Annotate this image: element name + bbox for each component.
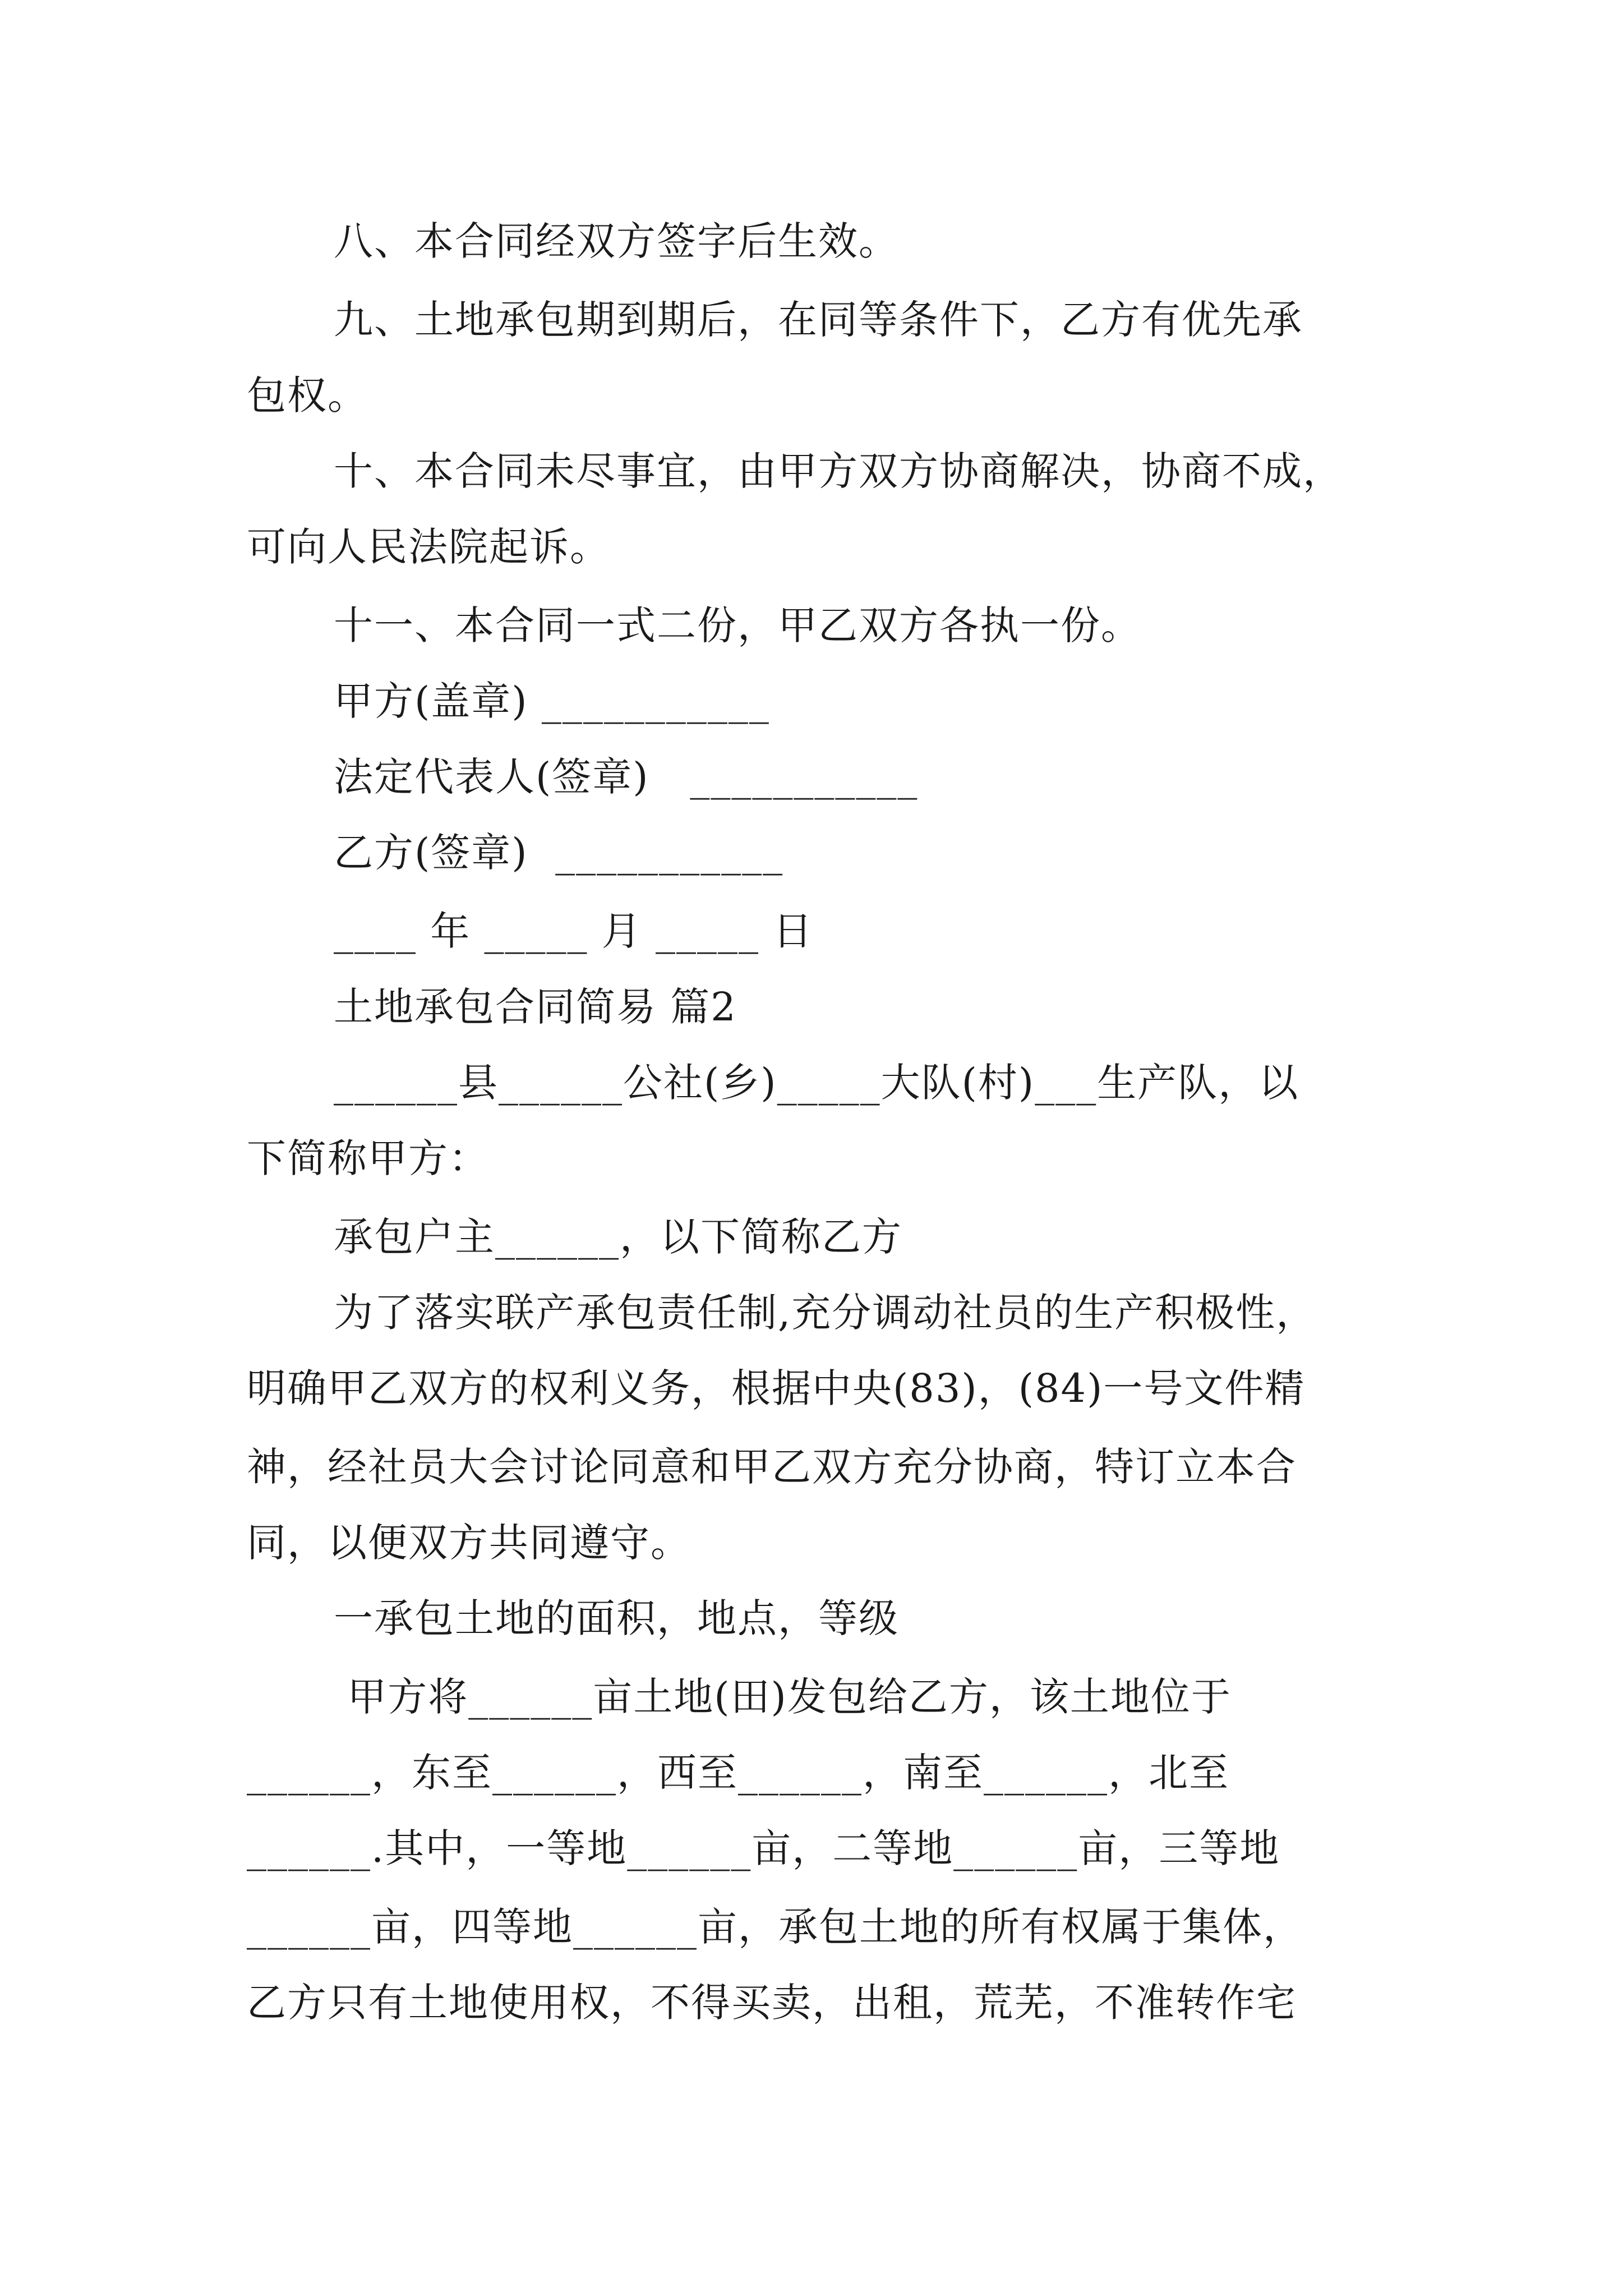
- party-a-seal-line: 甲方(盖章) ___________: [334, 678, 770, 724]
- preamble-line-3: 神，经社员大会讨论同意和甲乙双方充分协商，特订立本合: [247, 1444, 1297, 1490]
- preamble-line-2: 明确甲乙双方的权利义务，根据中央(83)，(84)一号文件精: [247, 1365, 1306, 1411]
- article-1-heading: 一承包土地的面积，地点，等级: [334, 1595, 899, 1641]
- clause-10-line-1: 十、本合同未尽事宜，由甲方双方协商解决，协商不成，: [334, 448, 1343, 494]
- date-line: ____ 年 _____ 月 _____ 日: [334, 908, 814, 954]
- article-1-line-2: ______，东至______，西至______，南至______，北至: [247, 1750, 1229, 1796]
- party-b-intro: 承包户主______，以下简称乙方: [334, 1214, 902, 1260]
- clause-11: 十一、本合同一式二份，甲乙双方各执一份。: [334, 602, 1141, 648]
- section-title: 土地承包合同简易 篇2: [334, 984, 737, 1030]
- preamble-line-4: 同，以便双方共同遵守。: [247, 1520, 691, 1566]
- party-b-signature-line: 乙方(签章) ___________: [334, 830, 784, 876]
- article-1-line-5: 乙方只有土地使用权，不得买卖，出租，荒芜，不准转作宅: [247, 1980, 1297, 2026]
- party-a-intro-line-1: ______县______公社(乡)_____大队(村)___生产队，以: [334, 1060, 1299, 1106]
- article-1-line-3: ______.其中，一等地______亩，二等地______亩，三等地: [247, 1825, 1280, 1871]
- clause-10-line-2: 可向人民法院起诉。: [247, 524, 610, 570]
- legal-representative-line: 法定代表人(签章) ___________: [334, 754, 919, 800]
- clause-9-line-2: 包权。: [247, 372, 368, 418]
- clause-9-line-1: 九、土地承包期到期后，在同等条件下，乙方有优先承: [334, 297, 1303, 343]
- clause-8: 八、本合同经双方签字后生效。: [334, 218, 899, 264]
- preamble-line-1: 为了落实联产承包责任制,充分调动社员的生产积极性，: [334, 1290, 1317, 1336]
- article-1-line-4: ______亩，四等地______亩，承包土地的所有权属于集体，: [247, 1904, 1303, 1950]
- article-1-line-1: 甲方将______亩土地(田)发包给乙方，该土地位于: [334, 1674, 1232, 1720]
- party-a-intro-line-2: 下简称甲方：: [247, 1135, 489, 1181]
